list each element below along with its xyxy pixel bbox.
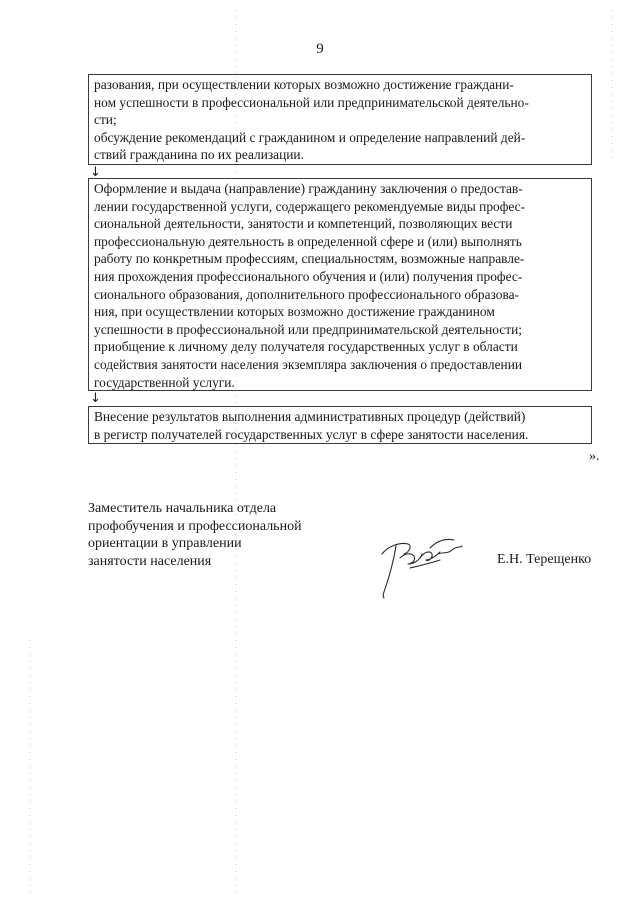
box-line: обсуждение рекомендаций с гражданином и определение направлений дей- (94, 129, 526, 145)
box-line: приобщение к личному делу получателя государственных услуг в области (94, 339, 518, 355)
box-line: ния, при осуществлении которых возможно достижение гражданином (94, 304, 495, 320)
box-line: ния прохождения профессионального обучения и (или) получения профес- (94, 268, 523, 284)
position-line: ориентации в управлении (88, 536, 242, 551)
box-line: содействия занятости населения экземпляра заключения о предоставлении (94, 356, 523, 372)
closing-quote: ». (589, 449, 600, 464)
box-line: сиональной деятельности, занятости и компетенций, позволяющих вести (94, 216, 513, 232)
box-line: лении государственной услуги, содержащего рекомендуемые виды профес- (94, 198, 526, 214)
box-line: ствий гражданина по их реализации. (94, 147, 304, 163)
down-arrow-icon: ↓ (90, 391, 101, 406)
down-arrow-icon: ↓ (90, 165, 101, 180)
box-line: работу по конкретным профессиям, специальностям, возможные направле- (94, 251, 525, 267)
box-line: сти; (94, 112, 117, 128)
box-line: разования, при осуществлении которых возможно достижение граждани- (94, 77, 514, 92)
signer-name: Е.Н. Терещенко (497, 552, 592, 567)
procedure-box-registry (88, 406, 592, 444)
box-line: сионального образования, дополнительного профессионального образова- (94, 286, 520, 302)
box-line: успешности в профессиональной или предпринимательской деятельности; (94, 321, 522, 337)
box-line: ном успешности в профессиональной или предпринимательской деятельно- (94, 94, 529, 110)
box-line: в регистр получателей государственных услуг в сфере занятости населения. (94, 426, 529, 442)
box-line: государственной услуги. (94, 374, 235, 390)
signatory-position (88, 500, 302, 570)
page-number: 9 (316, 41, 324, 57)
box-line: профессиональную деятельность в определенной сфере и (или) выполнять (94, 233, 522, 249)
box-line: Оформление и выдача (направление) гражданину заключения о предостав- (94, 181, 523, 196)
handwritten-signature (370, 524, 470, 604)
box-line: Внесение результатов выполнения административных процедур (действий) (94, 409, 526, 424)
procedure-box-recommendations (88, 74, 592, 165)
position-line: занятости населения (88, 553, 212, 569)
position-line: профобучения и профессиональной (88, 518, 302, 534)
procedure-box-conclusion (88, 178, 592, 391)
position-line: Заместитель начальника отдела (88, 501, 277, 516)
